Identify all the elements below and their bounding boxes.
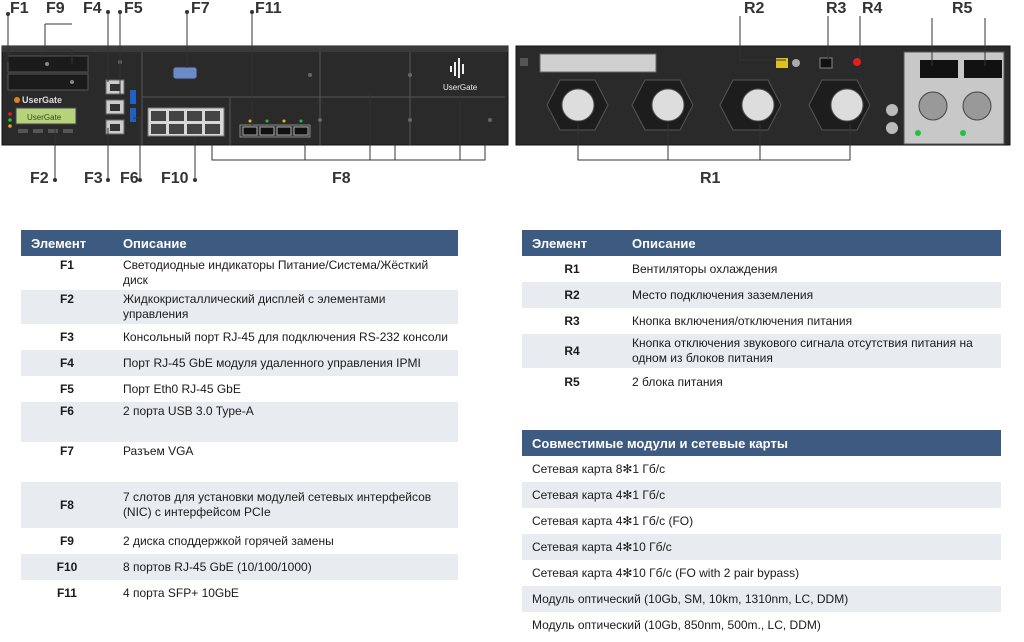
table-row (21, 442, 458, 482)
row-code: F5 (21, 376, 113, 402)
module-name: Сетевая карта 4✻1 Гб/с (522, 482, 1001, 508)
row-description: 2 порта USB 3.0 Type-A (113, 402, 458, 442)
table-row (21, 350, 458, 376)
callout-r4: R4 (862, 0, 883, 17)
callout-r3: R3 (826, 0, 847, 17)
row-description: Кнопка отключения звукового сигнала отсутствия питания на одном из блоков питания (622, 334, 1001, 368)
table-row (522, 334, 1001, 368)
callout-f10: F10 (161, 170, 189, 187)
row-code: R1 (522, 256, 622, 282)
row-code: F1 (21, 256, 113, 290)
table-header-row (522, 230, 1001, 256)
table-row (522, 612, 1001, 638)
usb-port-2 (130, 108, 136, 122)
row-description: Место подключения заземления (622, 282, 1001, 308)
module-name: Сетевая карта 4✻10 Гб/с (FO with 2 pair bypass) (522, 560, 1001, 586)
row-description: 2 блока питания (622, 368, 1001, 396)
callout-r2: R2 (744, 0, 765, 17)
table-row (522, 256, 1001, 282)
led-system (8, 118, 12, 122)
header-element: Элемент (522, 230, 622, 256)
table-row (522, 456, 1001, 482)
table-row (522, 368, 1001, 396)
callout-r5: R5 (952, 0, 973, 17)
row-code: F2 (21, 290, 113, 324)
callout-f1: F1 (10, 0, 29, 17)
table-row (21, 324, 458, 350)
table-row (522, 308, 1001, 334)
rear-panel (516, 46, 1010, 145)
table-row (522, 508, 1001, 534)
led-disk (8, 124, 12, 128)
row-code: R4 (522, 334, 622, 368)
row-code: F7 (21, 442, 113, 482)
callout-f9: F9 (46, 0, 65, 17)
rear-elements-table (522, 230, 1001, 396)
row-description: Порт Eth0 RJ-45 GbE (113, 376, 458, 402)
disk-bay-2 (8, 74, 88, 90)
row-description: Светодиодные индикаторы Питание/Система/Жёсткий диск (113, 256, 458, 290)
row-code: F8 (21, 482, 113, 528)
callout-f3: F3 (84, 170, 103, 187)
row-code: F11 (21, 580, 113, 606)
table-row (21, 528, 458, 554)
module-name: Модуль оптический (10Gb, SM, 10km, 1310nm, LC, DDM) (522, 586, 1001, 612)
power-supplies (904, 52, 1004, 144)
table-row (522, 560, 1001, 586)
table-row (21, 482, 458, 528)
row-description: 8 портов RJ-45 GbE (10/100/1000) (113, 554, 458, 580)
module-name: Модуль оптический (10Gb, 850nm, 500m., LC, DDM) (522, 612, 1001, 638)
module-name: Сетевая карта 8✻1 Гб/с (522, 456, 1001, 482)
table-row (21, 580, 458, 606)
callout-f8: F8 (332, 170, 351, 187)
row-description: 4 порта SFP+ 10GbE (113, 580, 458, 606)
table-row (21, 554, 458, 580)
row-description: Кнопка включения/отключения питания (622, 308, 1001, 334)
row-description: 2 диска споддержкой горячей замены (113, 528, 458, 554)
module-name: Сетевая карта 4✻1 Гб/с (FO) (522, 508, 1001, 534)
row-description: Порт RJ-45 GbE модуля удаленного управления IPMI (113, 350, 458, 376)
power-button (820, 58, 832, 68)
row-description: Консольный порт RJ-45 для подключения RS-232 консоли (113, 324, 458, 350)
callout-f4: F4 (83, 0, 102, 17)
callout-f11: F11 (255, 0, 282, 17)
front-elements-table (21, 230, 458, 606)
modules-header: Совместимые модули и сетевые карты (522, 430, 1001, 456)
callout-f7: F7 (191, 0, 210, 17)
table-row (522, 282, 1001, 308)
front-brand-text: UserGate (22, 95, 63, 105)
table-row (522, 586, 1001, 612)
led-power (8, 112, 12, 116)
row-code: R2 (522, 282, 622, 308)
table-header-row (522, 430, 1001, 456)
rj45-block (148, 108, 224, 136)
modules-table (522, 430, 1001, 638)
table-row (522, 534, 1001, 560)
callout-r1: R1 (700, 170, 721, 187)
table-row (21, 290, 458, 324)
callout-f2: F2 (30, 170, 49, 187)
row-code: F3 (21, 324, 113, 350)
lcd-text: UserGate (27, 113, 62, 122)
alarm-button (853, 58, 861, 66)
row-code: R5 (522, 368, 622, 396)
row-code: F9 (21, 528, 113, 554)
header-element: Элемент (21, 230, 113, 256)
device-diagram (0, 0, 1024, 205)
usb-port-1 (130, 90, 136, 104)
callout-f6: F6 (120, 170, 139, 187)
row-code: F4 (21, 350, 113, 376)
header-description: Описание (622, 230, 1001, 256)
row-description: Жидкокристаллический дисплей с элементами управления (113, 290, 458, 324)
row-description: 7 слотов для установки модулей сетевых интерфейсов (NIC) с интерфейсом PCIe (113, 482, 458, 528)
row-description: Вентиляторы охлаждения (622, 256, 1001, 282)
vga-port (173, 67, 197, 79)
row-code: R3 (522, 308, 622, 334)
table-row (522, 482, 1001, 508)
logo-text: UserGate (443, 83, 478, 92)
header-description: Описание (113, 230, 458, 256)
row-code: F6 (21, 402, 113, 442)
callout-f5: F5 (124, 0, 143, 17)
table-row (21, 402, 458, 442)
row-code: F10 (21, 554, 113, 580)
table-row (21, 376, 458, 402)
module-name: Сетевая карта 4✻10 Гб/с (522, 534, 1001, 560)
row-description: Разъем VGA (113, 442, 458, 482)
table-row (21, 256, 458, 290)
table-header-row (21, 230, 458, 256)
front-panel (2, 46, 508, 145)
